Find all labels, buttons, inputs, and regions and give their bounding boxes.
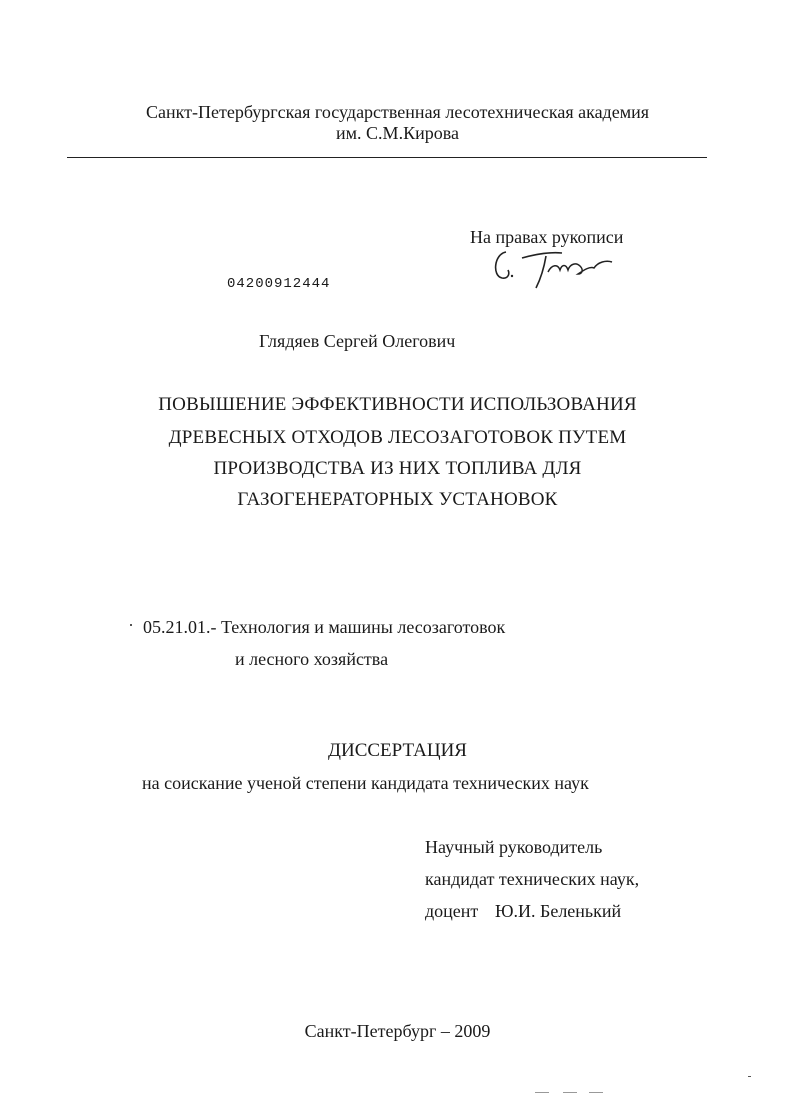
header-divider <box>67 157 707 158</box>
specialty-line-2: и лесного хозяйства <box>235 649 389 669</box>
work-type: ДИССЕРТАЦИЯ <box>328 740 467 761</box>
rights-note: На правах рукописи <box>470 227 624 247</box>
scan-speck <box>589 1092 603 1093</box>
author-name: Глядяев Сергей Олегович <box>259 331 456 351</box>
institution-line-2: им. С.М.Кирова <box>336 123 459 143</box>
scan-speck <box>563 1092 577 1093</box>
signature-icon <box>488 240 618 290</box>
supervisor-degree: кандидат технических наук, <box>425 869 640 889</box>
title-line-2: ДРЕВЕСНЫХ ОТХОДОВ ЛЕСОЗАГОТОВОК ПУТЕМ <box>168 427 627 448</box>
degree-line: на соискание ученой степени кандидата технических наук <box>142 773 589 793</box>
supervisor-name: Ю.И. Беленький <box>495 901 622 921</box>
scan-speck <box>130 624 132 626</box>
specialty-line-1: 05.21.01.- Технология и машины лесозаготовок <box>143 617 506 637</box>
title-line-4: ГАЗОГЕНЕРАТОРНЫХ УСТАНОВОК <box>237 489 558 510</box>
supervisor-label: Научный руководитель <box>425 837 603 857</box>
institution-line-1: Санкт-Петербургская государственная лесотехническая академия <box>145 102 650 122</box>
registration-number: 04200912444 <box>227 276 331 292</box>
supervisor-rank: доцент <box>425 901 479 921</box>
scan-speck <box>535 1092 549 1093</box>
title-line-1: ПОВЫШЕНИЕ ЭФФЕКТИВНОСТИ ИСПОЛЬЗОВАНИЯ <box>158 394 637 415</box>
scan-speck <box>748 1076 751 1077</box>
city-year: Санкт-Петербург – 2009 <box>304 1021 491 1041</box>
title-line-3: ПРОИЗВОДСТВА ИЗ НИХ ТОПЛИВА ДЛЯ <box>213 458 582 479</box>
